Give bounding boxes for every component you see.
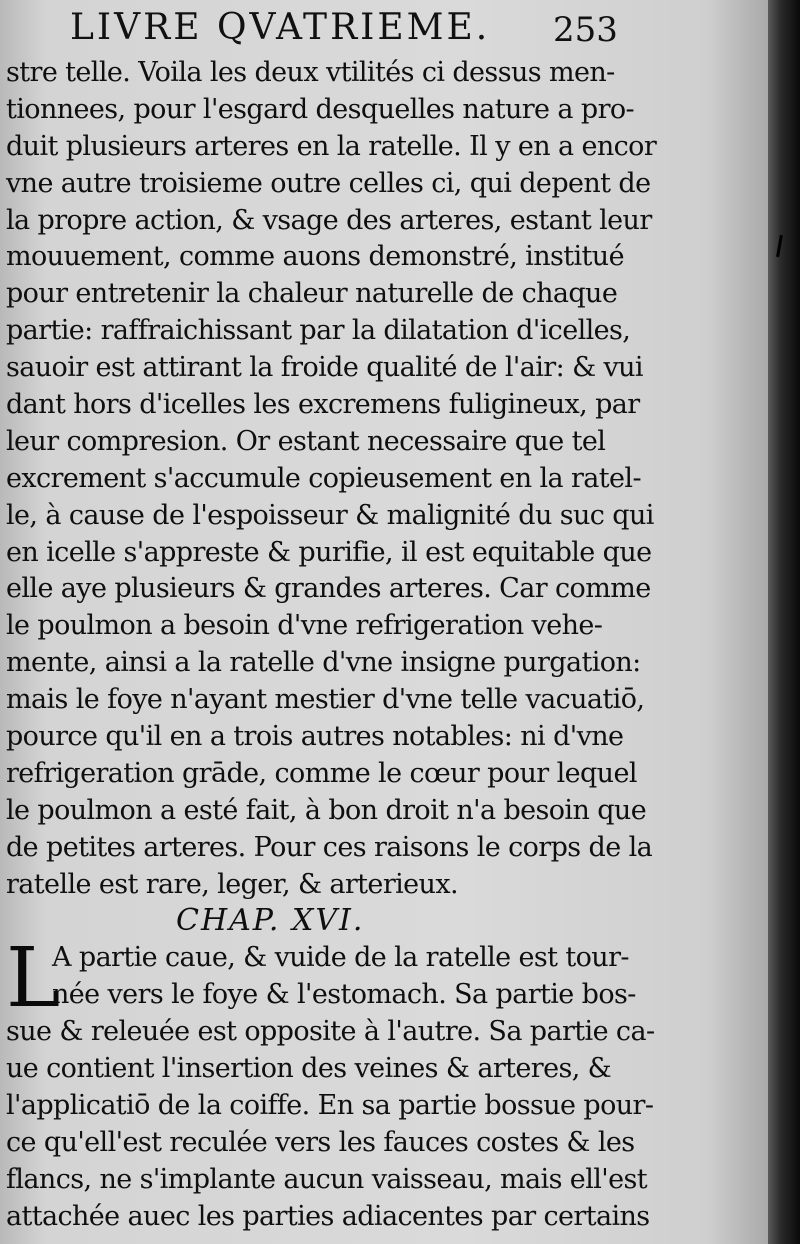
text-line: mouuement, comme auons demonstré, institué [6, 241, 624, 273]
text-line: A partie caue, & vuide de la ratelle est tour- [52, 942, 629, 974]
text-line: sauoir est attirant la froide qualité de l'air: & vui [6, 352, 643, 384]
text-line: ratelle est rare, leger, & arterieux. [6, 868, 458, 900]
text-line: le poulmon a esté fait, à bon droit n'a besoin que [6, 794, 647, 826]
drop-cap: L [6, 931, 61, 1027]
body-text [6, 55, 657, 1236]
text-line: en icelle s'appreste & purifie, il est equitable que [6, 536, 652, 568]
text-line: le, à cause de l'espoisseur & malignité du suc qui [6, 499, 654, 531]
text-line: refrigeration grāde, comme le cœur pour lequel [6, 757, 637, 789]
text-line: née vers le foye & l'estomach. Sa partie bos- [52, 979, 636, 1011]
text-line: l'applicatiō de la coiffe. En sa partie bossue pour- [6, 1089, 654, 1121]
text-line: de petites arteres. Pour ces raisons le corps de la [6, 831, 653, 863]
text-line: mais le foye n'ayant mestier d'vne telle vacuatiō, [6, 684, 645, 716]
running-title: LIVRE QVATRIEME. [70, 7, 491, 48]
text-line: attachée auec les parties adiacentes par certains [6, 1200, 650, 1232]
chapter-heading: CHAP. XVI. [176, 903, 365, 939]
text-line: stre telle. Voila les deux vtilités ci dessus men- [6, 57, 615, 88]
book-gutter-shadow [768, 0, 800, 1244]
text-line: sue & releuée est opposite à l'autre. Sa partie ca- [6, 1016, 655, 1048]
text-line: mente, ainsi a la ratelle d'vne insigne purgation: [6, 647, 641, 679]
page-number: 253 [553, 10, 618, 50]
text-line: dant hors d'icelles les excremens fuligineux, par [6, 389, 640, 421]
text-line: duit plusieurs arteres en la ratelle. Il y en a encor [6, 130, 657, 162]
text-line: flancs, ne s'implante aucun vaisseau, mais ell'est [6, 1163, 647, 1195]
text-line: tionnees, pour l'esgard desquelles nature a pro- [6, 93, 635, 125]
text-line: ue contient l'insertion des veines & arteres, & [6, 1053, 612, 1085]
chapter-section [6, 931, 655, 1235]
text-line: vne autre troisieme outre celles ci, qui depent de [6, 167, 651, 199]
text-line: le poulmon a besoin d'vne refrigeration vehe- [6, 610, 603, 642]
page-header [70, 7, 618, 50]
text-line: pour entretenir la chaleur naturelle de chaque [6, 278, 618, 310]
text-line: pource qu'il en a trois autres notables: ni d'vne [6, 721, 624, 753]
text-line: partie: raffraichissant par la dilatation d'icelles, [6, 315, 631, 347]
text-line: elle aye plusieurs & grandes arteres. Car comme [6, 573, 651, 605]
text-line: excrement s'accumule copieusement en la ratel- [6, 462, 641, 494]
text-line: ce qu'ell'est reculée vers les fauces costes & les [6, 1126, 635, 1158]
text-line: la propre action, & vsage des arteres, estant leur [6, 204, 652, 236]
text-line: leur compresion. Or estant necessaire que tel [6, 425, 606, 457]
